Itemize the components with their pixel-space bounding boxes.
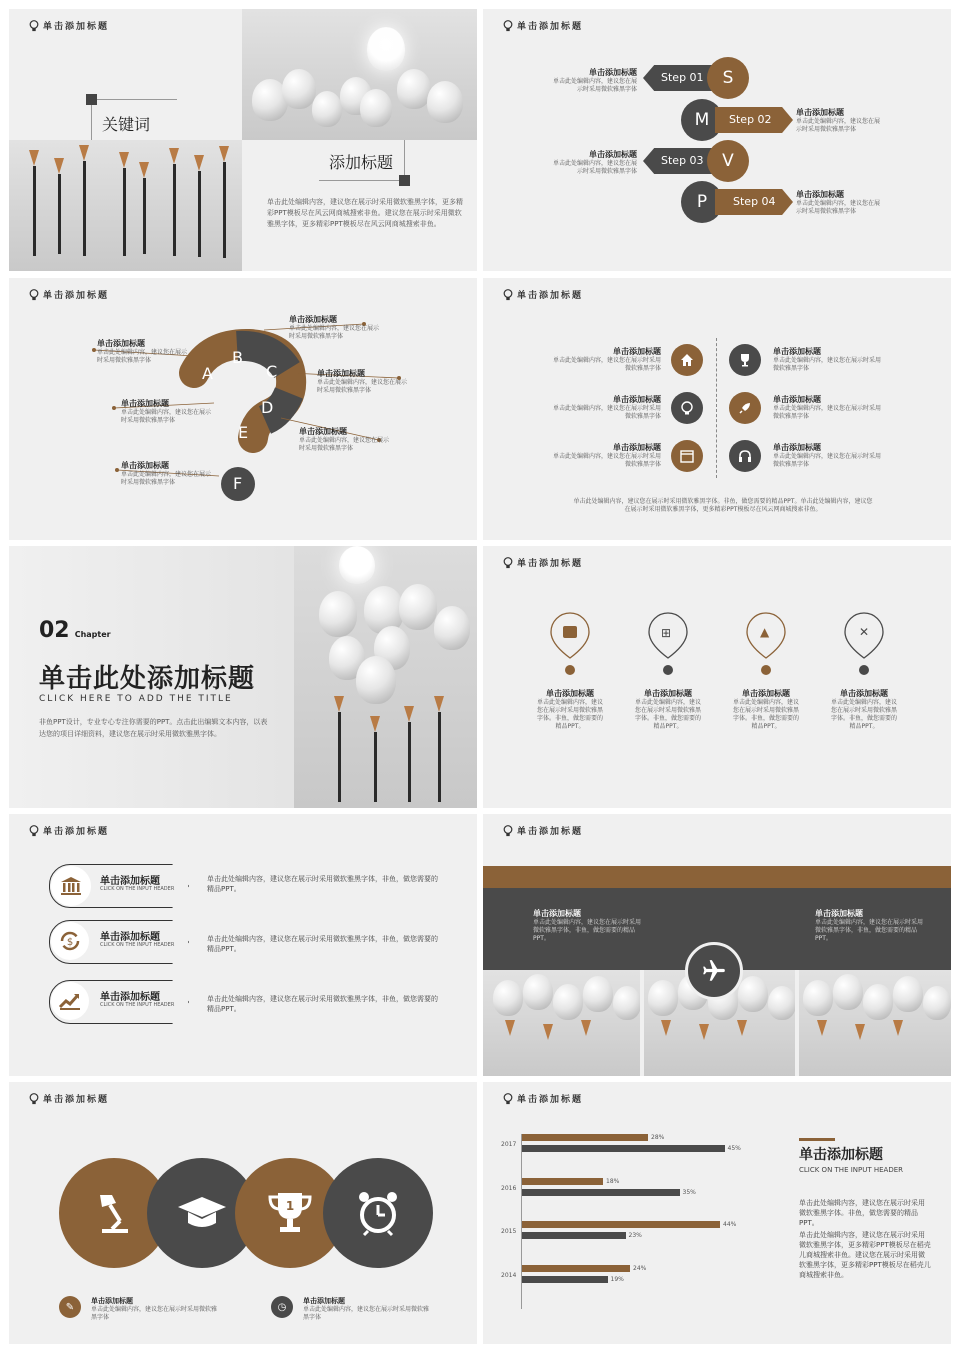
rocket-icon bbox=[729, 392, 761, 424]
chart-bar bbox=[522, 1145, 725, 1152]
idea-bulb-icon bbox=[671, 392, 703, 424]
bottom-item-2: 单击添加标题 单击此处编辑内容，建议您在展示时采用微软雅黑字体 bbox=[303, 1297, 430, 1321]
row-2-title: 单击添加标题 bbox=[100, 932, 160, 943]
header-text: 单击添加标题 bbox=[43, 291, 110, 301]
category-label: 2014 bbox=[501, 1272, 517, 1279]
slide-6 bbox=[483, 546, 951, 808]
lightbulb-icon bbox=[503, 289, 513, 301]
pins bbox=[483, 546, 951, 808]
title-text: 添加标题 bbox=[329, 153, 394, 172]
header-text: 单击添加标题 bbox=[517, 1095, 584, 1105]
alarm-clock-icon bbox=[323, 1158, 433, 1268]
step-3-text: 单击添加标题 单击此处编辑内容，建议您在展示时采用微软雅黑字体 bbox=[553, 150, 638, 175]
footer-text: 单击此处编辑内容，建议您在展示时采用微软雅黑字体。非鱼，做您需要的精品PPT。单击此处编辑内容，建议您在展示时采用微软雅黑字体，更多精彩PPT模板尽在风云网商城搜索非鱼。 bbox=[573, 498, 873, 513]
chart-side-sub: CLICK ON THE INPUT HEADER bbox=[799, 1166, 904, 1174]
step-3-label: Step 03 bbox=[661, 154, 704, 167]
header-text: 单击添加标题 bbox=[517, 291, 584, 301]
header-text: 单击添加标题 bbox=[517, 827, 584, 837]
bar-value-label: 19% bbox=[610, 1275, 624, 1283]
row-1-text: 单击此处编辑内容，建议您在展示时采用微软雅黑字体，非鱼，做您需要的精品PPT。 bbox=[207, 875, 438, 893]
bar-value-label: 35% bbox=[682, 1188, 696, 1196]
row-3-text: 单击此处编辑内容，建议您在展示时采用微软雅黑字体，非鱼，做您需要的精品PPT。 bbox=[207, 995, 438, 1013]
title-square bbox=[399, 175, 410, 186]
chart-bar bbox=[522, 1189, 680, 1196]
bar-value-label: 23% bbox=[628, 1231, 642, 1239]
slide-header bbox=[29, 824, 109, 837]
letter-c: C bbox=[266, 362, 278, 381]
chart-side-p1: 单击此处编辑内容，建议您在展示时采用微软雅黑字体。非鱼，做您需要的精品PPT。 bbox=[799, 1199, 925, 1227]
header-text: 单击添加标题 bbox=[43, 22, 110, 32]
photo-divider-1 bbox=[640, 970, 644, 1076]
slide-header bbox=[503, 288, 583, 301]
header-text: 单击添加标题 bbox=[517, 22, 584, 32]
category-label: 2015 bbox=[501, 1228, 517, 1235]
photo-pencils-bottom bbox=[9, 140, 242, 271]
chapter-number: 02 Chapter bbox=[39, 618, 111, 643]
right-item-2: 单击添加标题 单击此处编辑内容，建议您在展示时采用微软雅黑字体 bbox=[773, 395, 882, 420]
home-icon bbox=[671, 344, 703, 376]
slide-1 bbox=[9, 9, 477, 271]
left-item-1: 单击添加标题 单击此处编辑内容，建议您在展示时采用微软雅黑字体 bbox=[553, 347, 662, 372]
row-2-text: 单击此处编辑内容，建议您在展示时采用微软雅黑字体，非鱼，做您需要的精品PPT。 bbox=[207, 935, 438, 953]
center-divider bbox=[716, 338, 717, 478]
headphones-icon bbox=[729, 440, 761, 472]
letter-d: D bbox=[261, 398, 274, 417]
header-text: 单击添加标题 bbox=[43, 1095, 110, 1105]
pin-item-4: 单击添加标题 单击此处编辑内容，建议您在展示时采用微软雅黑字体。非鱼，做您需要的精品PPT。 bbox=[830, 689, 897, 730]
label-f: 单击添加标题 单击此处编辑内容，建议您在展示时采用微软雅黑字体 bbox=[121, 461, 212, 486]
label-c: 单击添加标题 单击此处编辑内容，建议您在展示时采用微软雅黑字体 bbox=[317, 369, 408, 394]
pin-item-2: 单击添加标题 单击此处编辑内容，建议您在展示时采用微软雅黑字体。非鱼，做您需要的精品PPT。 bbox=[634, 689, 701, 730]
svg-text:1: 1 bbox=[285, 1199, 295, 1213]
right-item-1: 单击添加标题 单击此处编辑内容，建议您在展示时采用微软雅黑字体 bbox=[773, 347, 882, 372]
letter-e: E bbox=[238, 423, 249, 442]
label-b: 单击添加标题 单击此处编辑内容，建议您在展示时采用微软雅黑字体 bbox=[289, 315, 380, 340]
small-lamp-icon: ✎ bbox=[59, 1296, 81, 1318]
step-1-circle: S bbox=[707, 57, 749, 99]
category-label: 2016 bbox=[501, 1185, 517, 1192]
step-2-circle: M bbox=[681, 99, 723, 141]
slide-header bbox=[29, 1092, 109, 1105]
slide-10 bbox=[483, 1082, 951, 1344]
photo-bulbs-top bbox=[242, 9, 477, 140]
photo-divider-2 bbox=[795, 970, 799, 1076]
bar-value-label: 18% bbox=[606, 1177, 620, 1185]
question-mark-diagram bbox=[9, 278, 477, 540]
calendar-icon bbox=[671, 440, 703, 472]
chart-bar bbox=[522, 1276, 608, 1283]
body-text: 单击此处编辑内容，建议您在展示时采用微软雅黑字体，更多精彩PPT模板尽在风云网商城搜索非鱼。建议您在展示时采用微软雅黑字体，更多精彩PPT模板尽在风云网商城搜索非鱼。 bbox=[267, 198, 463, 228]
pin-item-1: 单击添加标题 单击此处编辑内容，建议您在展示时采用微软雅黑字体。非鱼，做您需要的精品PPT。 bbox=[536, 689, 603, 730]
left-item-3: 单击添加标题 单击此处编辑内容，建议您在展示时采用微软雅黑字体 bbox=[553, 443, 662, 468]
title-box bbox=[319, 140, 405, 181]
row-1-title: 单击添加标题 bbox=[100, 876, 160, 887]
step-2-text: 单击添加标题 单击此处编辑内容，建议您在展示时采用微软雅黑字体 bbox=[796, 108, 881, 133]
header-text: 单击添加标题 bbox=[43, 827, 110, 837]
step-1-text: 单击添加标题 单击此处编辑内容，建议您在展示时采用微软雅黑字体 bbox=[553, 68, 638, 93]
chart-bar bbox=[522, 1221, 720, 1228]
slide-8 bbox=[483, 814, 951, 1076]
growth-chart-icon bbox=[51, 982, 89, 1020]
row-3-title: 单击添加标题 bbox=[100, 992, 160, 1003]
step-4-label: Step 04 bbox=[733, 195, 776, 208]
label-e: 单击添加标题 单击此处编辑内容，建议您在展示时采用微软雅黑字体 bbox=[299, 427, 390, 452]
keyword-square bbox=[86, 94, 97, 105]
rocket-icon: ▲ bbox=[760, 625, 770, 639]
keyword-box bbox=[91, 99, 177, 140]
lightbulb-icon bbox=[503, 20, 513, 32]
letter-b: B bbox=[232, 348, 243, 367]
row-1-sub: CLICK ON THE INPUT HEADER bbox=[100, 886, 175, 892]
chart-bar bbox=[522, 1134, 648, 1141]
money-cycle-icon bbox=[51, 922, 89, 960]
title-accent bbox=[799, 1138, 835, 1141]
row-2-sub: CLICK ON THE INPUT HEADER bbox=[100, 942, 175, 948]
bar-value-label: 28% bbox=[651, 1133, 665, 1141]
slide-2 bbox=[483, 9, 951, 271]
lightbulb-icon bbox=[29, 1093, 39, 1105]
band-item-left: 单击添加标题 单击此处编辑内容，建议您在展示时采用微软雅黑字体，非鱼，做您需要的精品PPT。 bbox=[533, 909, 642, 942]
keyword-text: 关键词 bbox=[102, 115, 151, 134]
section-subtitle: CLICK HERE TO ADD THE TITLE bbox=[39, 694, 233, 704]
chart-bar bbox=[522, 1178, 603, 1185]
photo-bulb-pencils bbox=[294, 546, 477, 808]
slide-3 bbox=[9, 278, 477, 540]
slide-7 bbox=[9, 814, 477, 1076]
bottom-item-1: 单击添加标题 单击此处编辑内容，建议您在展示时采用微软雅黑字体 bbox=[91, 1297, 218, 1321]
airplane-icon bbox=[685, 942, 743, 1000]
category-label: 2017 bbox=[501, 1141, 517, 1148]
slide-header bbox=[29, 19, 109, 32]
bar-chart bbox=[483, 1082, 783, 1344]
step-3-circle: V bbox=[707, 140, 749, 182]
lightbulb-icon bbox=[503, 825, 513, 837]
row-3-sub: CLICK ON THE INPUT HEADER bbox=[100, 1002, 175, 1008]
brown-band bbox=[483, 866, 951, 888]
slide-9 bbox=[9, 1082, 477, 1344]
step-1-label: Step 01 bbox=[661, 71, 704, 84]
right-item-3: 单击添加标题 单击此处编辑内容，建议您在展示时采用微软雅黑字体 bbox=[773, 443, 882, 468]
tools-icon: ✕ bbox=[859, 625, 870, 639]
section-title: 单击此处添加标题 bbox=[39, 664, 256, 694]
bank-icon bbox=[51, 866, 91, 906]
step-4-circle: P bbox=[681, 181, 723, 223]
letter-a: A bbox=[202, 364, 213, 383]
chart-side-title: 单击添加标题 bbox=[799, 1147, 883, 1163]
bar-value-label: 44% bbox=[723, 1220, 737, 1228]
left-item-2: 单击添加标题 单击此处编辑内容，建议您在展示时采用微软雅黑字体 bbox=[553, 395, 662, 420]
lightbulb-icon bbox=[29, 825, 39, 837]
bar-value-label: 24% bbox=[633, 1264, 647, 1272]
step-4-text: 单击添加标题 单击此处编辑内容，建议您在展示时采用微软雅黑字体 bbox=[796, 190, 881, 215]
trophy-icon bbox=[729, 344, 761, 376]
slide-5 bbox=[9, 546, 477, 808]
chart-side-p2: 单击此处编辑内容，建议您在展示时采用微软雅黑字体，更多精彩PPT模板尽在稻壳儿商城搜索非鱼。建议您在展示时采用微软雅黑字体，更多精彩PPT模板尽在稻壳儿商城搜索非鱼。 bbox=[799, 1231, 931, 1279]
label-a: 单击添加标题 单击此处编辑内容，建议您在展示时采用微软雅黑字体 bbox=[97, 339, 188, 364]
slide-header bbox=[503, 19, 583, 32]
svg-text:$: $ bbox=[66, 937, 74, 948]
header-text: 单击添加标题 bbox=[517, 559, 584, 569]
small-clock-icon: ◷ bbox=[271, 1296, 293, 1318]
label-d: 单击添加标题 单击此处编辑内容，建议您在展示时采用微软雅黑字体 bbox=[121, 399, 212, 424]
section-body: 非鱼PPT设计，专业专心专注你需要的PPT。点击此出编辑文本内容，以表达您的项目详细资料，建议您在展示时采用微软雅黑字体。 bbox=[39, 718, 268, 738]
bar-value-label: 45% bbox=[727, 1144, 741, 1152]
chart-bar bbox=[522, 1232, 626, 1239]
step-2-label: Step 02 bbox=[729, 113, 772, 126]
lightbulb-icon bbox=[29, 20, 39, 32]
pin-item-3: 单击添加标题 单击此处编辑内容，建议您在展示时采用微软雅黑字体。非鱼，做您需要的精品PPT。 bbox=[732, 689, 799, 730]
slide-header bbox=[503, 824, 583, 837]
letter-f: F bbox=[233, 474, 243, 493]
org-chart-icon: ⊞ bbox=[661, 626, 672, 640]
slide-4 bbox=[483, 278, 951, 540]
chart-bar bbox=[522, 1265, 630, 1272]
robot-icon bbox=[563, 626, 577, 638]
band-item-right: 单击添加标题 单击此处编辑内容，建议您在展示时采用微软雅黑字体，非鱼，做您需要的精品PPT。 bbox=[815, 909, 924, 942]
